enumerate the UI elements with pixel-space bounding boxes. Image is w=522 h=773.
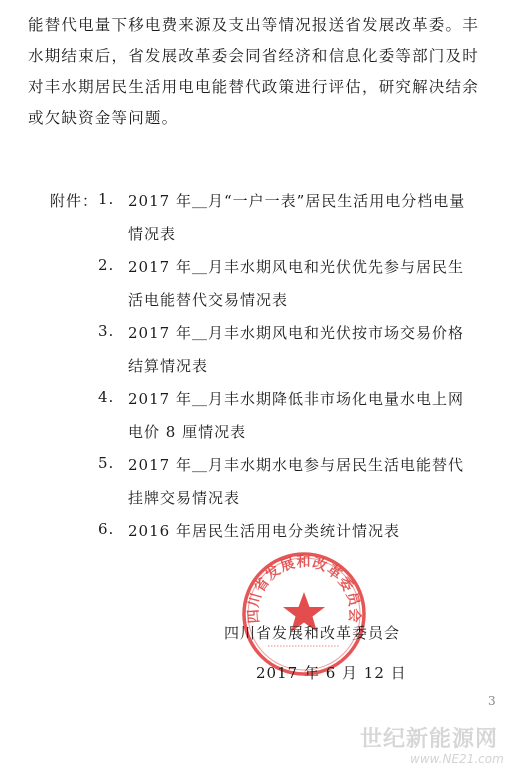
attachment-title-cont: 电价 8 厘情况表 [128, 423, 247, 441]
attachment-number: 6. [98, 520, 115, 538]
signature-date: 2017 年 6 月 12 日 [256, 664, 407, 682]
attachment-item-cont [50, 417, 510, 450]
attachments-label: 附件： [50, 192, 99, 210]
attachment-number: 2. [98, 256, 115, 274]
attachment-item-cont [50, 285, 510, 318]
attachment-title: 2017 年＿月丰水期水电参与居民生活电能替代 [128, 456, 464, 474]
body-paragraph [28, 10, 498, 134]
attachment-title: 2017 年＿月“一户一表”居民生活用电分档电量 [128, 192, 466, 210]
attachment-number: 3. [98, 322, 115, 340]
signature-org: 四川省发展和改革委员会 [224, 624, 401, 642]
watermark-url: www.NE21.com [410, 752, 504, 766]
page-number: 3 [488, 694, 496, 708]
attachment-title: 2017 年＿月丰水期风电和光伏优先参与居民生 [128, 258, 464, 276]
attachment-title-cont: 挂牌交易情况表 [128, 489, 241, 507]
attachment-title-cont: 活电能替代交易情况表 [128, 291, 289, 309]
svg-text:四川省发展和改革委员会: 四川省发展和改革委员会 [245, 554, 363, 624]
attachment-item [50, 318, 510, 351]
attachment-item [50, 450, 510, 483]
paragraph-line: 或欠缺资金等问题。 [28, 109, 179, 127]
attachment-item-cont [50, 483, 510, 516]
watermark-title: 世纪新能源网 [360, 727, 499, 752]
paragraph-line: 能替代电量下移电费来源及支出等情况报送省发展改革委。丰 [28, 16, 479, 34]
attachment-title: 2016 年居民生活用电分类统计情况表 [128, 522, 400, 540]
attachment-item [50, 252, 510, 285]
attachment-title-cont: 结算情况表 [128, 357, 209, 375]
attachment-title: 2017 年＿月丰水期降低非市场化电量水电上网 [128, 390, 464, 408]
attachment-item [50, 384, 510, 417]
attachment-number: 1. [98, 190, 115, 208]
attachment-number: 4. [98, 388, 115, 406]
attachment-item [50, 516, 510, 549]
attachment-title-cont: 情况表 [128, 225, 177, 243]
paragraph-line: 对丰水期居民生活用电电能替代政策进行评估，研究解决结余 [28, 78, 479, 96]
attachments-list [50, 186, 510, 549]
attachment-number: 5. [98, 454, 115, 472]
attachment-item [50, 186, 510, 219]
official-seal [238, 548, 370, 680]
paragraph-line: 水期结束后，省发展改革委会同省经济和信息化委等部门及时 [28, 47, 479, 65]
attachment-item-cont [50, 351, 510, 384]
attachment-item-cont [50, 219, 510, 252]
attachment-title: 2017 年＿月丰水期风电和光伏按市场交易价格 [128, 324, 464, 342]
